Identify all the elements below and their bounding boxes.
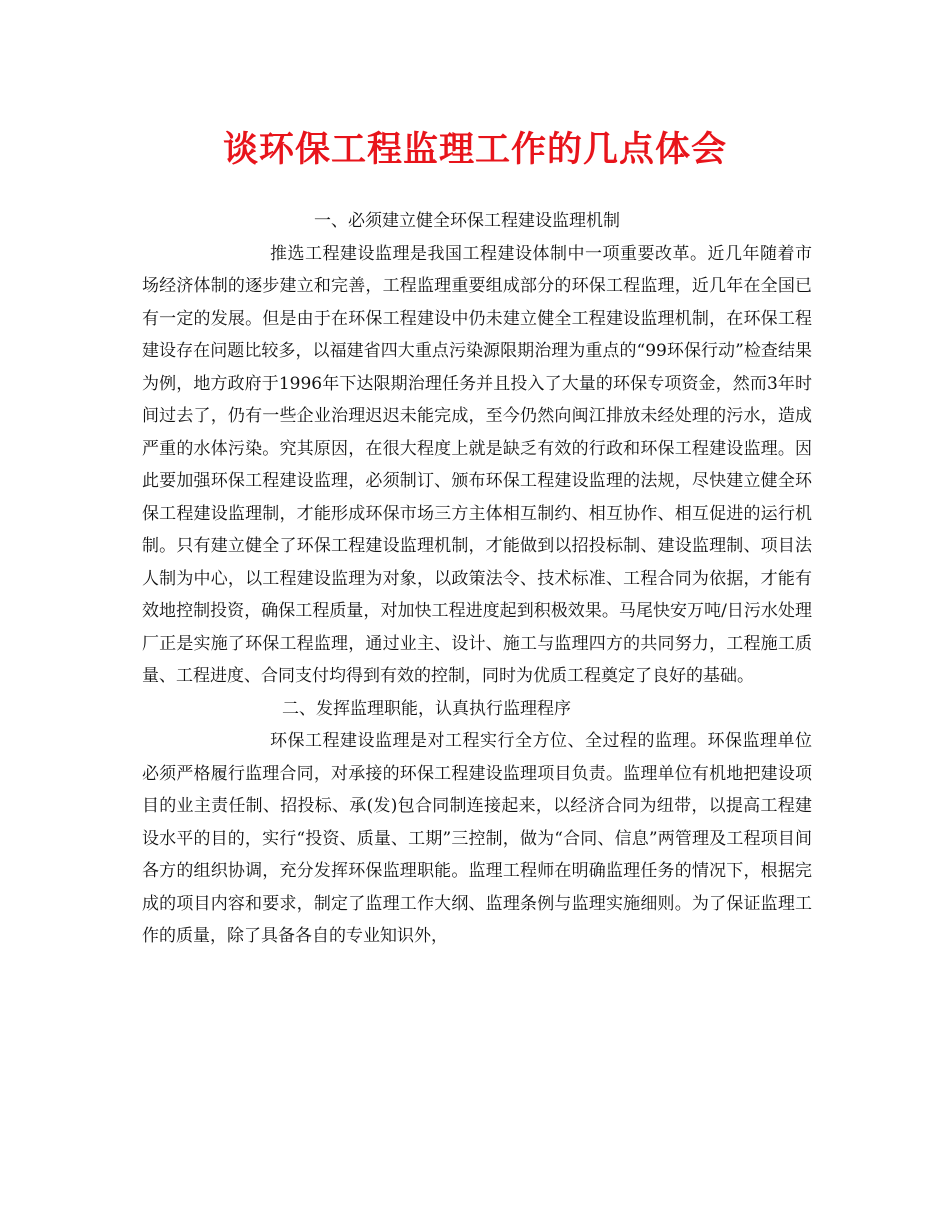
section-paragraph-2: 环保工程建设监理是对工程实行全方位、全过程的监理。环保监理单位必须严格履行监理合同，对承接的环保工程建设监理项目负责。监理单位有机地把建设项目的业主责任制、招投标、承(发)包合同制连接起来，以经济合同为纽带，以提高工程建设水平的目的，实行“投资、质量、工期”三控制，做为“合同、信息”两管理及工程项目间各方的组织协调，充分发挥环保监理职能。监理工程师在明确监理任务的情况下，根据完成的项目内容和要求，制定了监理工作大纲、监理条例与监理实施细则。为了保证监理工作的质量，除了具备各自的专业知识外， [142, 731, 812, 946]
section-heading-2: 二、发挥监理职能，认真执行监理程序 [282, 698, 571, 719]
section-heading-1: 一、必须建立健全环保工程建设监理机制 [314, 211, 620, 231]
document-body [142, 205, 812, 953]
document-title: 谈环保工程监理工作的几点体会 [222, 129, 727, 170]
section-paragraph-1: 推选工程建设监理是我国工程建设体制中一项重要改革。近几年随着市场经济体制的逐步建立和完善，工程监理重要组成部分的环保工程监理，近几年在全国已有一定的发展。但是由于在环保工程建设中仍未建立健全工程建设监理机制，在环保工程建设存在问题比较多，以福建省四大重点污染源限期治理为重点的“99环保行动”检查结果为例，地方政府于1996年下达限期治理任务并且投入了大量的环保专项资金，然而3年时间过去了，仍有一些企业治理迟迟未能完成，至今仍然向闽江排放未经处理的污水，造成严重的水体污染。究其原因，在很大程度上就是缺乏有效的行政和环保工程建设监理。因此要加强环保工程建设监理，必须制订、颁布环保工程建设监理的法规，尽快建立健全环保工程建设监理制，才能形成环保市场三方主体相互制约、相互协作、相互促进的运行机制。只有建立健全了环保工程建设监理机制，才能做到以招投标制、建设监理制、项目法人制为中心，以工程建设监理为对象，以政策法令、技术标准、工程合同为依据，才能有效地控制投资，确保工程质量，对加快工程进度起到积极效果。马尾快安万吨/日污水处理厂正是实施了环保工程监理，通过业主、设计、施工与监理四方的共同努力，工程施工质量、工程进度、合同支付均得到有效的控制，同时为优质工程奠定了良好的基础。 [142, 243, 812, 686]
